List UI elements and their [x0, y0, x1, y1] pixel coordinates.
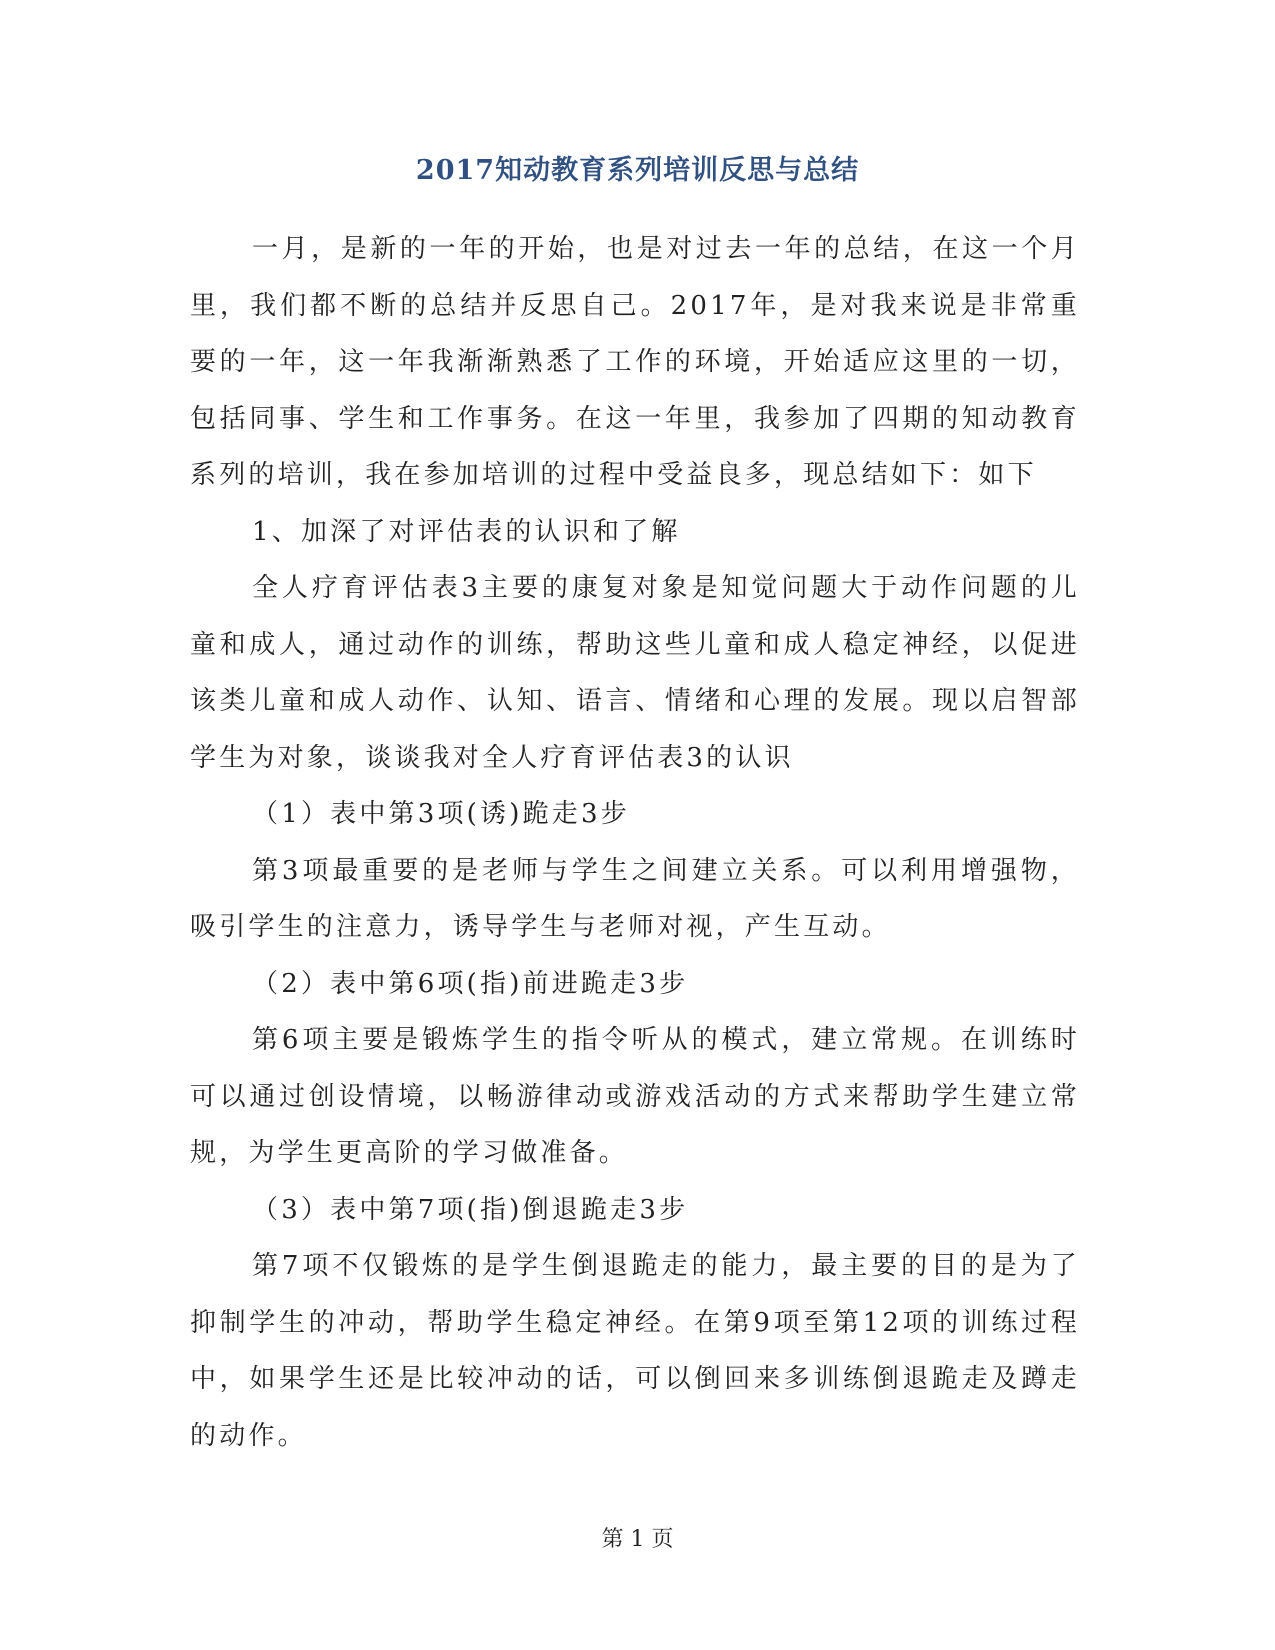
section-heading: 1、加深了对评估表的认识和了解: [252, 516, 681, 547]
document-title: 2017知动教育系列培训反思与总结: [415, 155, 860, 186]
paragraph-assessment-overview: 全人疗育评估表3主要的康复对象是知觉问题大于动作问题的儿童和成人，通过动作的训练，帮助这些儿童和成人稳定神经，以促进该类儿童和成人动作、认知、语言、情绪和心理的发展。现以启智部学生为对象，谈谈我对全人疗育评估表3的认识: [190, 573, 1080, 773]
paragraph-item-3: 第3项最重要的是老师与学生之间建立关系。可以利用增强物，吸引学生的注意力，诱导学生与老师对视，产生互动。: [190, 855, 1080, 942]
document-body: [190, 221, 1080, 1464]
paragraph-intro: 一月，是新的一年的开始，也是对过去一年的总结，在这一个月里，我们都不断的总结并反思自己。2017年，是对我来说是非常重要的一年，这一年我渐渐熟悉了工作的环境，开始适应这里的一切，包括同事、学生和工作事务。在这一年里，我参加了四期的知动教育系列的培训，我在参加培训的过程中受益良多，现总结如下：如下: [190, 234, 1080, 490]
subheading-item-3: （1）表中第3项(诱)跪走3步: [252, 799, 630, 829]
paragraph-item-6: 第6项主要是锻炼学生的指令听从的模式，建立常规。在训练时可以通过创设情境，以畅游律动或游戏活动的方式来帮助学生建立常规，为学生更高阶的学习做准备。: [190, 1025, 1080, 1168]
subheading-item-7: （3）表中第7项(指)倒退跪走3步: [252, 1194, 689, 1225]
page-number: 第 1 页: [601, 1527, 674, 1552]
paragraph-item-7: 第7项不仅锻炼的是学生倒退跪走的能力，最主要的目的是为了抑制学生的冲动，帮助学生稳定神经。在第9项至第12项的训练过程中，如果学生还是比较冲动的话，可以倒回来多训练倒退跪走及蹲走的动作。: [190, 1251, 1080, 1451]
subheading-item-6: （2）表中第6项(指)前进跪走3步: [252, 968, 689, 999]
